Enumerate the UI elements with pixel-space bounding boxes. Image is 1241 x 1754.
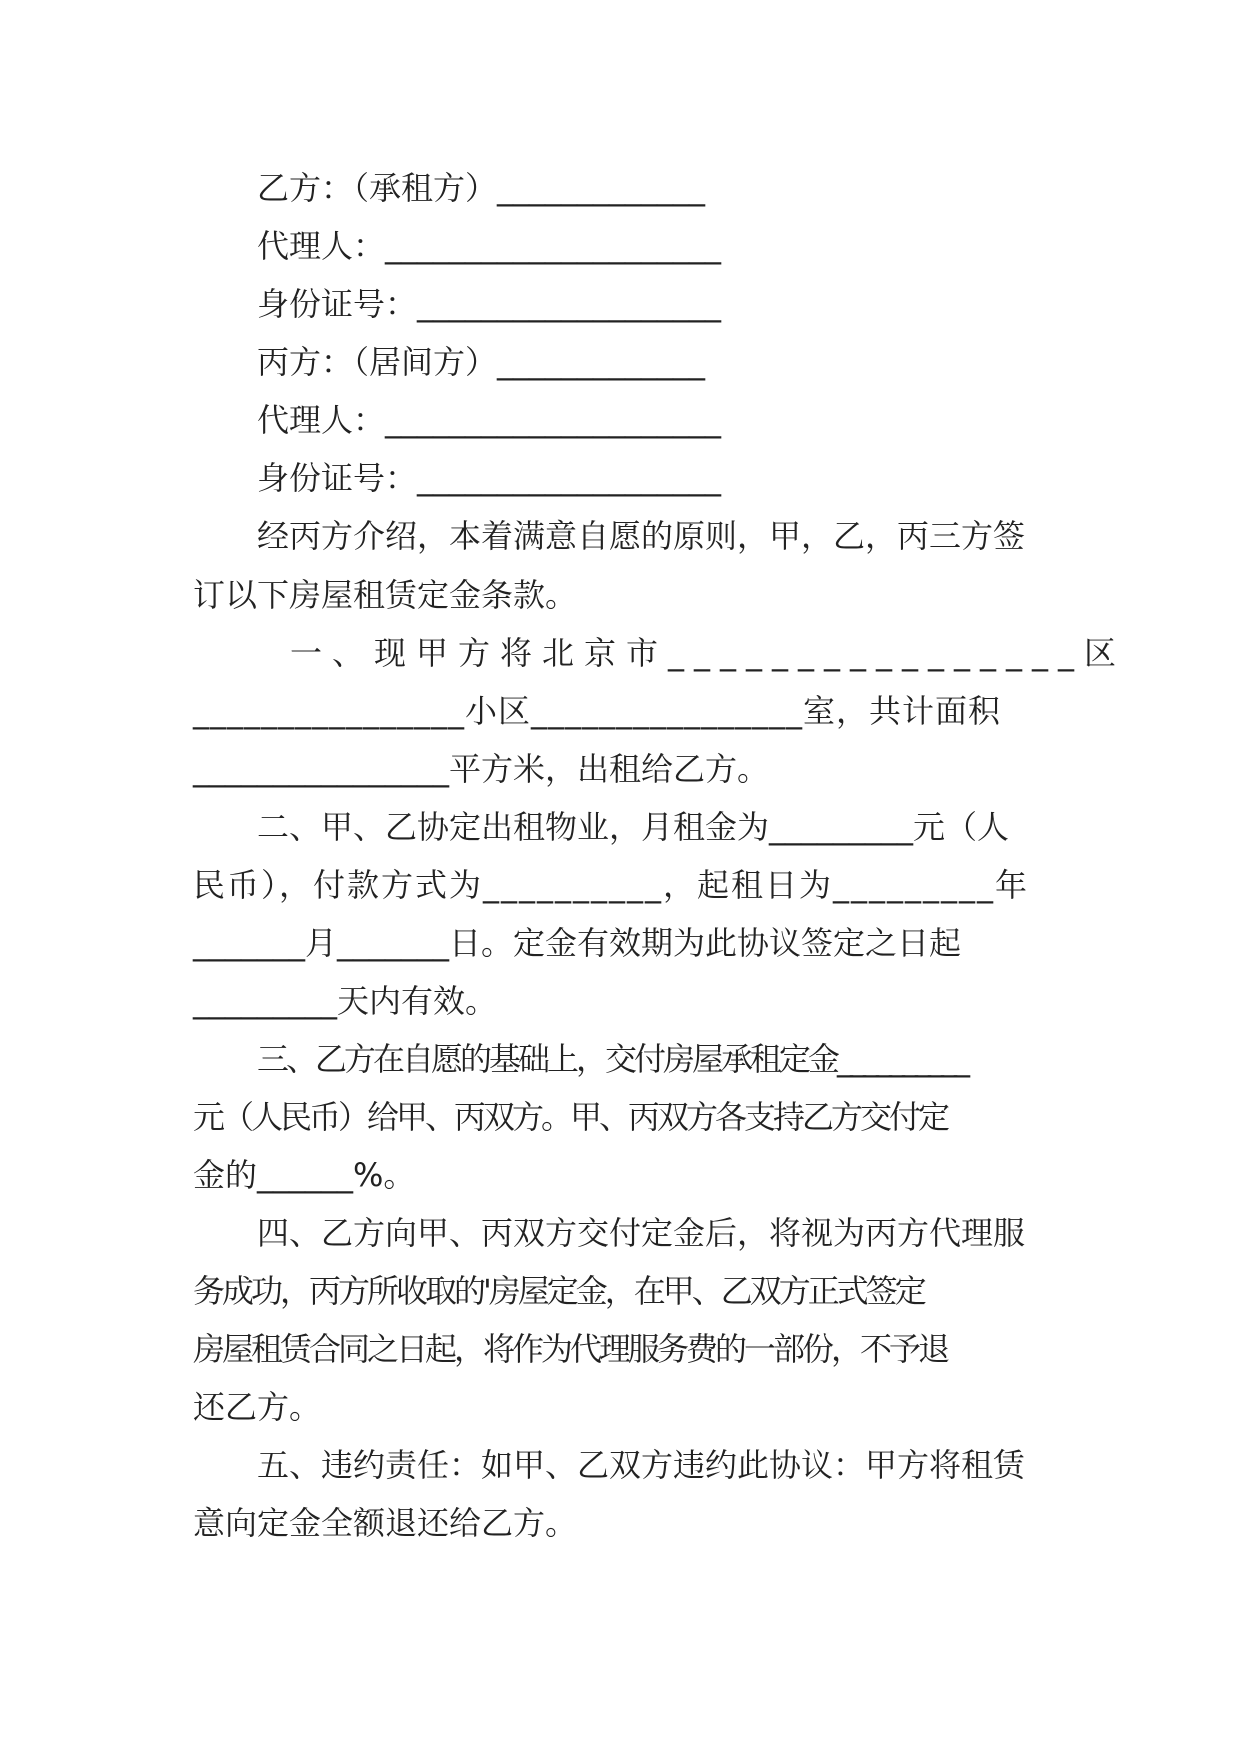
clause-5-line-1: 五、违约责任：如甲、乙双方违约此协议：甲方将租赁 (257, 1446, 1026, 1484)
clause-3-line-2: 元（人民币）给甲、丙双方。甲、丙双方各支持乙方交付定 (193, 1098, 948, 1136)
intro-paragraph-line-1: 经丙方介绍，本着满意自愿的原则，甲，乙，丙三方签 (257, 517, 1026, 555)
clause-5-line-2: 意向定金全额退还给乙方。 (193, 1504, 578, 1542)
intro-paragraph-line-2: 订以下房屋租赁定金条款。 (193, 576, 578, 614)
party-c-line: 丙方：（居间方）_____________ (257, 343, 706, 381)
party-c-id-line: 身份证号：___________________ (257, 459, 722, 497)
party-b-id-line: 身份证号：___________________ (257, 285, 722, 323)
clause-1-line-2: ________________小区________________室，共计面积 (193, 692, 1002, 730)
clause-2-line-4: _________天内有效。 (193, 982, 498, 1020)
clause-2-line-3: _______月_______日。定金有效期为此协议签定之日起 (193, 924, 962, 962)
clause-3-line-3: 金的______%。 (193, 1156, 416, 1194)
party-b-agent-line: 代理人：_____________________ (257, 227, 722, 265)
clause-2-line-2: 民币），付款方式为__________，起租日为_________年 (193, 866, 1030, 904)
clause-2-line-1: 二、甲、乙协定出租物业，月租金为_________元（人 (257, 808, 1010, 846)
party-b-line: 乙方：（承租方）_____________ (257, 169, 706, 207)
clause-1-line-1: 一、现甲方将北京市________________区 (290, 634, 1127, 672)
clause-1-line-3: ________________平方米，出租给乙方。 (193, 750, 770, 788)
clause-4-line-3: 房屋租赁合同之日起，将作为代理服务费的一部份，不予退 (193, 1330, 948, 1368)
clause-4-line-4: 还乙方。 (193, 1388, 322, 1426)
party-c-agent-line: 代理人：_____________________ (257, 401, 722, 439)
clause-4-line-2: 务成功，丙方所收取的'房屋定金，在甲、乙双方正式签定 (193, 1272, 924, 1310)
clause-3-line-1: 三、乙方在自愿的基础上，交付房屋承租定金__________ (257, 1040, 968, 1078)
clause-4-line-1: 四、乙方向甲、丙双方交付定金后，将视为丙方代理服 (257, 1214, 1026, 1252)
